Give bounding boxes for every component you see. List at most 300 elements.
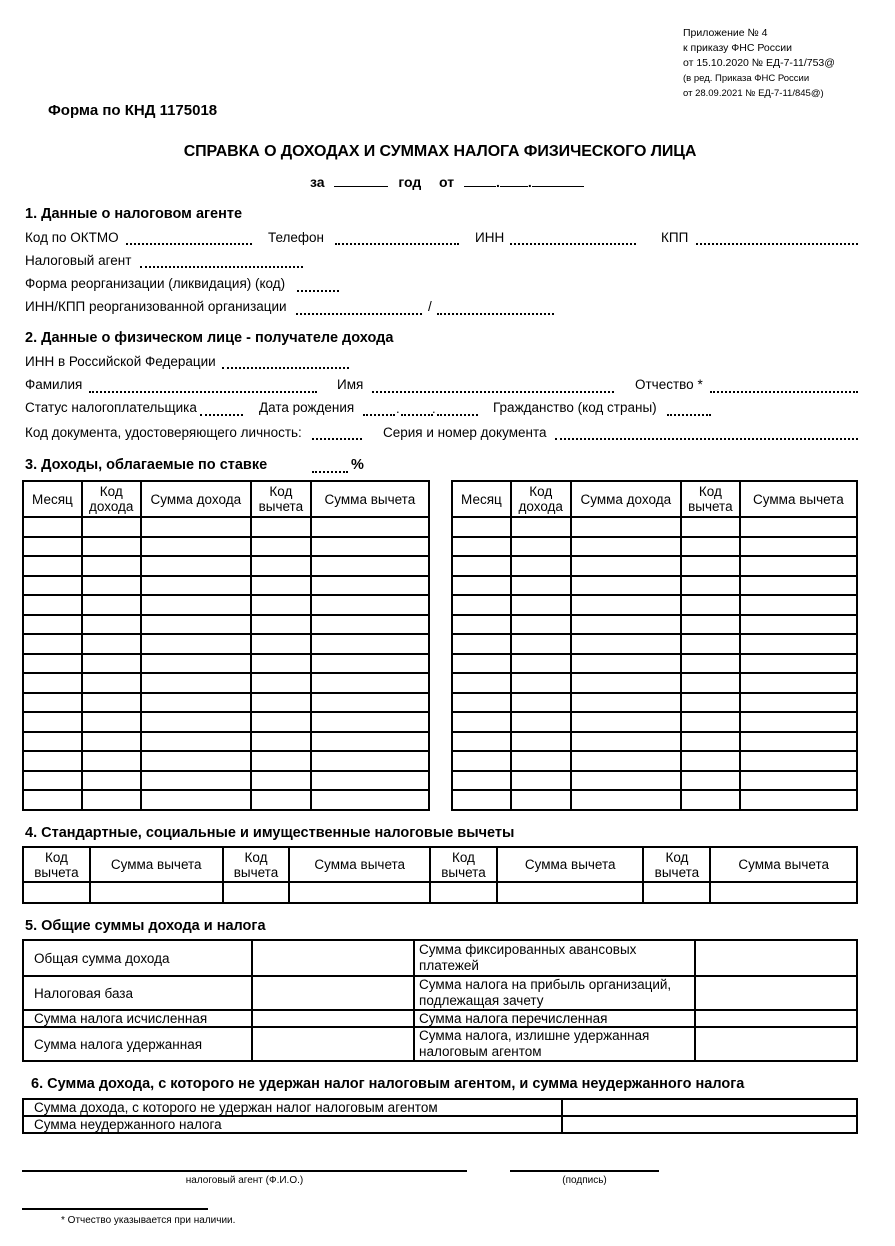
- deduction-code-cell[interactable]: [681, 615, 740, 635]
- income-sum-cell[interactable]: [571, 693, 681, 713]
- deduction-code-cell[interactable]: [681, 595, 740, 615]
- income-code-cell[interactable]: [511, 576, 571, 596]
- deduction-sum-cell[interactable]: [311, 576, 429, 596]
- footnote: * Отчество указывается при наличии.: [61, 1215, 236, 1226]
- income-code-cell[interactable]: [82, 771, 141, 791]
- header-income-code: Код дохода: [82, 481, 141, 517]
- name-label: Имя: [337, 377, 364, 392]
- income-code-cell[interactable]: [511, 693, 571, 713]
- table-row: [452, 693, 857, 713]
- income-sum-cell[interactable]: [571, 517, 681, 537]
- income-sum-cell[interactable]: [571, 673, 681, 693]
- deduction-sum-cell[interactable]: [311, 790, 429, 810]
- deduction-code-cell[interactable]: [681, 790, 740, 810]
- income-sum-cell[interactable]: [571, 615, 681, 635]
- income-sum-cell[interactable]: [141, 654, 251, 674]
- deduction-code-cell[interactable]: [681, 693, 740, 713]
- income-code-cell[interactable]: [511, 537, 571, 557]
- deduction-sum-cell[interactable]: [311, 693, 429, 713]
- deduction-code-cell[interactable]: [681, 751, 740, 771]
- income-code-cell[interactable]: [82, 595, 141, 615]
- header-deduction-sum: Сумма вычета: [90, 847, 223, 882]
- kpp-label: КПП: [661, 230, 689, 245]
- kpp-field[interactable]: [696, 243, 858, 245]
- deduction-code-cell[interactable]: [251, 654, 311, 674]
- table-row: [23, 654, 429, 674]
- deduction-sum-cell[interactable]: [740, 654, 857, 674]
- table-row: [452, 517, 857, 537]
- header-deduction-sum: Сумма вычета: [289, 847, 430, 882]
- deduction-sum-cell[interactable]: [311, 634, 429, 654]
- month-cell[interactable]: [23, 556, 82, 576]
- oktmo-field[interactable]: [126, 243, 252, 245]
- signature-line[interactable]: [510, 1170, 659, 1172]
- table-row: [23, 771, 429, 791]
- month-cell[interactable]: [23, 576, 82, 596]
- month-cell[interactable]: [452, 576, 511, 596]
- agent-label: Налоговый агент: [25, 253, 132, 268]
- date-month-field[interactable]: [500, 173, 528, 187]
- unwithheld-table: [22, 1098, 858, 1134]
- income-code-cell[interactable]: [82, 693, 141, 713]
- inn-field[interactable]: [510, 243, 636, 245]
- deduction-code-cell[interactable]: [681, 634, 740, 654]
- income-sum-cell[interactable]: [141, 732, 251, 752]
- tax-transferred-value[interactable]: [695, 1010, 857, 1027]
- period-za-label: за: [310, 174, 325, 190]
- month-cell[interactable]: [452, 595, 511, 615]
- deduction-sum-cell[interactable]: [289, 882, 430, 903]
- income-table-right: [451, 480, 858, 811]
- month-cell[interactable]: [452, 615, 511, 635]
- month-cell[interactable]: [452, 634, 511, 654]
- income-code-cell[interactable]: [511, 634, 571, 654]
- table-row: [452, 732, 857, 752]
- month-cell[interactable]: [452, 537, 511, 557]
- deduction-code-cell[interactable]: [251, 517, 311, 537]
- deduction-sum-cell[interactable]: [740, 771, 857, 791]
- table-row: [23, 790, 429, 810]
- income-code-cell[interactable]: [511, 732, 571, 752]
- income-code-cell[interactable]: [82, 517, 141, 537]
- deduction-code-cell[interactable]: [681, 732, 740, 752]
- section6-title: 6. Сумма дохода, с которого не удержан налог налоговым агентом, и сумма неудержанного налога: [31, 1076, 745, 1092]
- income-code-cell[interactable]: [82, 634, 141, 654]
- reorg-field[interactable]: [297, 290, 339, 292]
- appendix-note: [683, 26, 835, 101]
- deduction-code-cell[interactable]: [681, 576, 740, 596]
- income-sum-cell[interactable]: [141, 595, 251, 615]
- status-field[interactable]: [200, 414, 243, 416]
- income-code-cell[interactable]: [82, 576, 141, 596]
- signature-caption: (подпись): [562, 1175, 607, 1186]
- reorg-kpp-field[interactable]: [437, 313, 554, 315]
- month-cell[interactable]: [23, 693, 82, 713]
- deduction-code-cell[interactable]: [251, 771, 311, 791]
- month-cell[interactable]: [23, 790, 82, 810]
- year-field[interactable]: [334, 173, 388, 187]
- table-row: [23, 1116, 857, 1133]
- section1-title: 1. Данные о налоговом агенте: [25, 206, 243, 222]
- document-title: СПРАВКА О ДОХОДАХ И СУММАХ НАЛОГА ФИЗИЧЕСКОГО ЛИЦА: [183, 143, 697, 160]
- table-row: [23, 537, 429, 557]
- income-code-cell[interactable]: [82, 537, 141, 557]
- deduction-sum-cell[interactable]: [311, 712, 429, 732]
- birth-label: Дата рождения: [259, 400, 355, 415]
- income-code-cell[interactable]: [82, 615, 141, 635]
- table-row: [23, 1010, 857, 1027]
- income-code-cell[interactable]: [82, 673, 141, 693]
- total-income-value[interactable]: [252, 940, 415, 976]
- person-inn-field[interactable]: [222, 367, 349, 369]
- income-sum-cell[interactable]: [571, 712, 681, 732]
- deduction-sum-cell[interactable]: [740, 634, 857, 654]
- income-sum-cell[interactable]: [571, 751, 681, 771]
- deduction-code-cell[interactable]: [251, 732, 311, 752]
- income-sum-cell[interactable]: [571, 634, 681, 654]
- surname-label: Фамилия: [25, 377, 83, 392]
- table-row: [23, 1099, 857, 1116]
- month-cell[interactable]: [452, 654, 511, 674]
- month-cell[interactable]: [452, 693, 511, 713]
- deduction-sum-cell[interactable]: [740, 712, 857, 732]
- deduction-code-cell[interactable]: [681, 654, 740, 674]
- table-row: [23, 517, 429, 537]
- tax-calculated-value[interactable]: [252, 1010, 415, 1027]
- date-separator: .: [432, 401, 436, 416]
- income-code-cell[interactable]: [511, 556, 571, 576]
- income-sum-cell[interactable]: [141, 673, 251, 693]
- table-row: [23, 1027, 857, 1061]
- deduction-code-cell[interactable]: [251, 634, 311, 654]
- doc-code-field[interactable]: [312, 438, 362, 440]
- income-code-cell[interactable]: [511, 790, 571, 810]
- deduction-code-cell[interactable]: [681, 771, 740, 791]
- header-income-code: Код дохода: [511, 481, 571, 517]
- deduction-sum-cell[interactable]: [90, 882, 223, 903]
- table-row: [23, 576, 429, 596]
- date-year-field[interactable]: [532, 173, 584, 187]
- deduction-sum-cell[interactable]: [740, 790, 857, 810]
- reorg-label: Форма реорганизации (ликвидация) (код): [25, 276, 286, 291]
- table-row: [23, 751, 429, 771]
- period-line: [310, 173, 584, 190]
- month-cell[interactable]: [23, 712, 82, 732]
- header-deduction-sum: Сумма вычета: [740, 481, 857, 517]
- deduction-sum-cell[interactable]: [311, 654, 429, 674]
- inn-label: ИНН: [475, 230, 505, 245]
- citizenship-field[interactable]: [667, 414, 711, 416]
- form-code: Форма по КНД 1175018: [48, 102, 218, 119]
- table-row: [452, 654, 857, 674]
- appendix-line: от 28.09.2021 № ЕД-7-11/845@): [683, 88, 824, 99]
- appendix-line: Приложение № 4: [683, 27, 768, 39]
- table-row: [23, 556, 429, 576]
- income-code-cell[interactable]: [511, 771, 571, 791]
- deduction-sum-cell[interactable]: [740, 751, 857, 771]
- month-cell[interactable]: [452, 771, 511, 791]
- income-sum-cell[interactable]: [141, 556, 251, 576]
- person-inn-label: ИНН в Российской Федерации: [25, 354, 216, 369]
- citizenship-label: Гражданство (код страны): [493, 400, 657, 415]
- fixed-advance-value[interactable]: [695, 940, 857, 976]
- total-income-label: Общая сумма дохода: [23, 940, 252, 976]
- reorg-inn-field[interactable]: [296, 313, 422, 315]
- deduction-code-cell[interactable]: [251, 576, 311, 596]
- header-income-sum: Сумма дохода: [141, 481, 251, 517]
- table-row: [23, 732, 429, 752]
- agent-field[interactable]: [140, 266, 303, 268]
- table-row: [452, 537, 857, 557]
- deduction-sum-cell[interactable]: [311, 615, 429, 635]
- income-sum-cell[interactable]: [141, 576, 251, 596]
- deduction-code-cell[interactable]: [251, 673, 311, 693]
- date-separator: .: [396, 401, 400, 416]
- appendix-line: от 15.10.2020 № ЕД-7-11/753@: [683, 57, 835, 69]
- deduction-code-cell[interactable]: [251, 693, 311, 713]
- deduction-code-cell[interactable]: [681, 537, 740, 557]
- birth-year-field[interactable]: [437, 414, 478, 416]
- fixed-advance-label: Сумма фиксированных авансовых платежей: [414, 940, 695, 976]
- section4-title: 4. Стандартные, социальные и имущественные налоговые вычеты: [25, 825, 515, 841]
- deduction-sum-cell[interactable]: [740, 517, 857, 537]
- deduction-code-cell[interactable]: [643, 882, 710, 903]
- income-sum-cell[interactable]: [141, 693, 251, 713]
- table-row: [23, 673, 429, 693]
- month-cell[interactable]: [23, 517, 82, 537]
- header-deduction-code: Код вычета: [223, 847, 290, 882]
- month-cell[interactable]: [23, 771, 82, 791]
- income-sum-cell[interactable]: [571, 595, 681, 615]
- income-code-cell[interactable]: [82, 751, 141, 771]
- income-sum-cell[interactable]: [141, 537, 251, 557]
- tax-transferred-label: Сумма налога перечисленная: [414, 1010, 695, 1027]
- income-sum-cell[interactable]: [141, 790, 251, 810]
- income-code-cell[interactable]: [82, 712, 141, 732]
- deduction-sum-cell[interactable]: [740, 732, 857, 752]
- month-cell[interactable]: [23, 654, 82, 674]
- deduction-sum-cell[interactable]: [740, 673, 857, 693]
- income-sum-cell[interactable]: [141, 517, 251, 537]
- table-row: [452, 790, 857, 810]
- deduction-sum-cell[interactable]: [311, 595, 429, 615]
- deduction-code-cell[interactable]: [681, 673, 740, 693]
- deduction-sum-cell[interactable]: [311, 673, 429, 693]
- phone-field[interactable]: [335, 243, 459, 245]
- birth-day-field[interactable]: [363, 414, 395, 416]
- table-row: [452, 556, 857, 576]
- doc-number-field[interactable]: [555, 438, 858, 440]
- table-row: [23, 940, 857, 976]
- deduction-sum-cell[interactable]: [740, 556, 857, 576]
- profit-tax-value[interactable]: [695, 976, 857, 1010]
- deduction-sum-cell[interactable]: [311, 517, 429, 537]
- income-sum-cell[interactable]: [141, 771, 251, 791]
- deduction-sum-cell[interactable]: [740, 595, 857, 615]
- deduction-code-cell[interactable]: [681, 712, 740, 732]
- deduction-sum-cell[interactable]: [311, 537, 429, 557]
- unwithheld-tax-value[interactable]: [562, 1116, 857, 1133]
- unwithheld-income-value[interactable]: [562, 1099, 857, 1116]
- header-deduction-code: Код вычета: [681, 481, 740, 517]
- income-code-cell[interactable]: [82, 732, 141, 752]
- income-code-cell[interactable]: [511, 615, 571, 635]
- header-deduction-sum: Сумма вычета: [497, 847, 644, 882]
- table-row: [452, 771, 857, 791]
- income-code-cell[interactable]: [82, 556, 141, 576]
- income-code-cell[interactable]: [511, 654, 571, 674]
- phone-label: Телефон: [268, 230, 325, 245]
- deduction-sum-cell[interactable]: [710, 882, 857, 903]
- deduction-sum-cell[interactable]: [740, 537, 857, 557]
- tax-withheld-value[interactable]: [252, 1027, 415, 1061]
- month-cell[interactable]: [23, 595, 82, 615]
- unwithheld-income-label: Сумма дохода, с которого не удержан налог налоговым агентом: [23, 1099, 562, 1116]
- income-sum-cell[interactable]: [571, 732, 681, 752]
- table-row: [23, 712, 429, 732]
- deduction-sum-cell[interactable]: [311, 556, 429, 576]
- table-row: [23, 693, 429, 713]
- month-cell[interactable]: [452, 732, 511, 752]
- month-cell[interactable]: [23, 615, 82, 635]
- date-separator: .: [495, 174, 500, 190]
- income-sum-cell[interactable]: [141, 751, 251, 771]
- deduction-code-cell[interactable]: [223, 882, 290, 903]
- table-row: [23, 882, 857, 903]
- month-cell[interactable]: [23, 673, 82, 693]
- month-cell[interactable]: [452, 712, 511, 732]
- deduction-code-cell[interactable]: [251, 712, 311, 732]
- appendix-line: к приказу ФНС России: [683, 42, 792, 54]
- header-deduction-sum: Сумма вычета: [710, 847, 857, 882]
- income-code-cell[interactable]: [511, 673, 571, 693]
- month-cell[interactable]: [23, 751, 82, 771]
- income-code-cell[interactable]: [511, 712, 571, 732]
- table-row: [452, 634, 857, 654]
- deductions-table: [22, 846, 858, 904]
- month-cell[interactable]: [452, 751, 511, 771]
- tax-calculated-label: Сумма налога исчисленная: [23, 1010, 252, 1027]
- status-label: Статус налогоплательщика: [25, 400, 197, 415]
- doc-code-label: Код документа, удостоверяющего личность:: [25, 425, 302, 440]
- header-deduction-code: Код вычета: [430, 847, 497, 882]
- deduction-sum-cell[interactable]: [497, 882, 644, 903]
- totals-table: [22, 939, 858, 1062]
- table-row: [452, 595, 857, 615]
- period-from-label: от: [439, 174, 455, 190]
- agent-name-line[interactable]: [22, 1170, 467, 1172]
- deduction-code-cell[interactable]: [23, 882, 90, 903]
- month-cell[interactable]: [452, 556, 511, 576]
- deduction-sum-cell[interactable]: [740, 576, 857, 596]
- deduction-sum-cell[interactable]: [311, 732, 429, 752]
- header-deduction-sum: Сумма вычета: [311, 481, 429, 517]
- header-month: Месяц: [23, 481, 82, 517]
- table-row: [452, 576, 857, 596]
- income-code-cell[interactable]: [82, 654, 141, 674]
- tax-withheld-label: Сумма налога удержанная: [23, 1027, 252, 1061]
- income-sum-cell[interactable]: [571, 790, 681, 810]
- income-code-cell[interactable]: [511, 751, 571, 771]
- header-deduction-code: Код вычета: [23, 847, 90, 882]
- tax-overwithheld-label: Сумма налога, излишне удержанная налоговым агентом: [414, 1027, 695, 1061]
- deduction-code-cell[interactable]: [251, 537, 311, 557]
- name-field[interactable]: [372, 391, 614, 393]
- income-sum-cell[interactable]: [141, 634, 251, 654]
- deduction-sum-cell[interactable]: [740, 693, 857, 713]
- table-row: [23, 976, 857, 1010]
- date-day-field[interactable]: [464, 173, 496, 187]
- table-row: [23, 595, 429, 615]
- deduction-code-cell[interactable]: [251, 790, 311, 810]
- tax-base-value[interactable]: [252, 976, 415, 1010]
- deduction-code-cell[interactable]: [251, 556, 311, 576]
- deduction-code-cell[interactable]: [681, 556, 740, 576]
- patronymic-field[interactable]: [710, 391, 858, 393]
- table-row: [23, 615, 429, 635]
- unwithheld-tax-label: Сумма неудержанного налога: [23, 1116, 562, 1133]
- doc-number-label: Серия и номер документа: [383, 425, 547, 440]
- header-month: Месяц: [452, 481, 511, 517]
- deduction-sum-cell[interactable]: [311, 751, 429, 771]
- header-deduction-code: Код вычета: [643, 847, 710, 882]
- section3-title: 3. Доходы, облагаемые по ставке: [25, 457, 268, 473]
- period-year-label: год: [398, 174, 422, 190]
- deduction-sum-cell[interactable]: [740, 615, 857, 635]
- deduction-code-cell[interactable]: [251, 615, 311, 635]
- table-row: [23, 634, 429, 654]
- reorg-innkpp-label: ИНН/КПП реорганизованной организации: [25, 299, 287, 314]
- month-cell[interactable]: [452, 790, 511, 810]
- agent-name-caption: налоговый агент (Ф.И.О.): [185, 1175, 304, 1186]
- deduction-code-cell[interactable]: [430, 882, 497, 903]
- deduction-code-cell[interactable]: [251, 595, 311, 615]
- income-code-cell[interactable]: [511, 517, 571, 537]
- income-sum-cell[interactable]: [571, 556, 681, 576]
- rate-field[interactable]: [312, 471, 348, 473]
- month-cell[interactable]: [23, 732, 82, 752]
- month-cell[interactable]: [23, 537, 82, 557]
- oktmo-label: Код по ОКТМО: [25, 230, 119, 245]
- month-cell[interactable]: [452, 517, 511, 537]
- income-code-cell[interactable]: [511, 595, 571, 615]
- header-deduction-code: Код вычета: [251, 481, 311, 517]
- month-cell[interactable]: [452, 673, 511, 693]
- income-sum-cell[interactable]: [141, 712, 251, 732]
- income-sum-cell[interactable]: [571, 576, 681, 596]
- profit-tax-label: Сумма налога на прибыль организаций, подлежащая зачету: [414, 976, 695, 1010]
- income-sum-cell[interactable]: [571, 654, 681, 674]
- date-separator: .: [527, 174, 532, 190]
- header-income-sum: Сумма дохода: [571, 481, 681, 517]
- deduction-code-cell[interactable]: [681, 517, 740, 537]
- deduction-code-cell[interactable]: [251, 751, 311, 771]
- slash-separator: /: [428, 299, 432, 314]
- income-sum-cell[interactable]: [571, 771, 681, 791]
- month-cell[interactable]: [23, 634, 82, 654]
- footnote-divider: [22, 1208, 208, 1210]
- income-sum-cell[interactable]: [141, 615, 251, 635]
- table-row: [452, 673, 857, 693]
- deduction-sum-cell[interactable]: [311, 771, 429, 791]
- birth-month-field[interactable]: [401, 414, 433, 416]
- surname-field[interactable]: [89, 391, 317, 393]
- table-row: [452, 751, 857, 771]
- tax-overwithheld-value[interactable]: [695, 1027, 857, 1061]
- income-code-cell[interactable]: [82, 790, 141, 810]
- income-sum-cell[interactable]: [571, 537, 681, 557]
- income-table-left: [22, 480, 430, 811]
